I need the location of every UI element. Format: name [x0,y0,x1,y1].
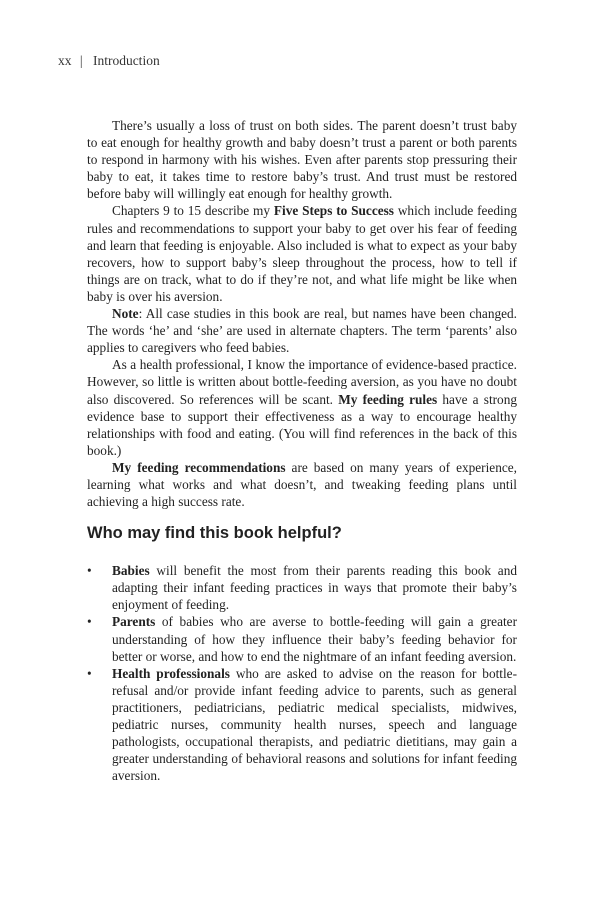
list-item-health-professionals [87,665,517,785]
list-item-text: will benefit the most from their parents reading this book and adapting their infant feeding practices in ways that promote their baby’s enjoyment of feeding. [112,563,517,613]
paragraph-five-steps [87,202,517,305]
feeding-recommendations-emphasis: My feeding recommendations [112,459,286,475]
running-head-separator: | [79,53,83,68]
body-text [87,117,517,784]
feeding-rules-emphasis: My feeding rules [338,391,438,407]
paragraph-text: which include feeding rules and recommendations to support your baby to get over his fear of feeding and learn that feeding is enjoyable. Also included is what to expect as your baby recovers, how to support baby’s sleep throughout the process, how to tell if things are on track, what to do if they’re not, and what life might be like when baby is over his aversion. [87,203,518,304]
paragraph-text: Chapters 9 to 15 describe my [112,203,274,219]
paragraph-text: have a strong evidence base to support their effectiveness as a way to encourage healthy relationships with food and eating. (You will find references in the back of this book.) [87,391,518,458]
list-item-term: Parents [112,614,156,630]
paragraph-text: There’s usually a loss of trust on both sides. The parent doesn’t trust baby to eat enough for healthy growth and baby doesn’t trust a parent or both parents to respond in harmony with his wishes. Even after parents stop pressuring their baby to eat, it takes time to restore baby’s trust. And trust must be restored before baby will willingly eat enough for healthy growth. [87,118,517,202]
list-item-text: who are asked to advise on the reason for bottle-refusal and/or provide infant feeding advice to parents, such as general practitioners, pediatricians, pediatric medical specialists, midwives, pediatric nurses, community health nurses, speech and language pathologists, occupational therapists, and pediatric dietitians, may gain a greater understanding of behavioral reasons and solutions for infant feeding aversion. [112,665,518,784]
bullet-icon: • [87,563,92,579]
list-item-term: Babies [112,563,150,579]
audience-list [87,562,517,784]
paragraph-text: As a health professional, I know the importance of evidence-based practice. However, so little is written about bottle-feeding aversion, as you have no doubt also discovered. So references will be scant. [87,357,517,407]
paragraph-text: are based on many years of experience, learning what works and what doesn’t, and tweaking feeding plans until achieving a high success rate. [87,459,517,510]
paragraph-text: : All case studies in this book are real, but names have been changed. The words ‘he’ and ‘she’ are used in alternate chapters. The term ‘parents’ also applies to caregivers who feed babies. [87,306,517,356]
paragraph-note [87,305,517,356]
paragraph-trust [87,117,517,202]
list-item-parents [87,613,517,664]
section-heading: Who may find this book helpful? [87,524,342,543]
bullet-icon: • [87,614,92,630]
note-label: Note [112,306,139,322]
chapter-title: Introduction [92,53,160,68]
five-steps-emphasis: Five Steps to Success [273,203,394,219]
bullet-icon: • [87,665,92,681]
paragraph-recommendations [87,459,517,510]
page-number: xx [58,53,72,68]
paragraph-evidence [87,356,517,459]
list-item-text: of babies who are averse to bottle-feeding will gain a greater understanding of how they influence their baby’s feeding behavior for better or worse, and how to end the nightmare of an infant feeding aversion. [112,614,517,664]
running-head [58,52,160,70]
list-item-babies [87,562,517,613]
list-item-term: Health professionals [112,665,230,681]
